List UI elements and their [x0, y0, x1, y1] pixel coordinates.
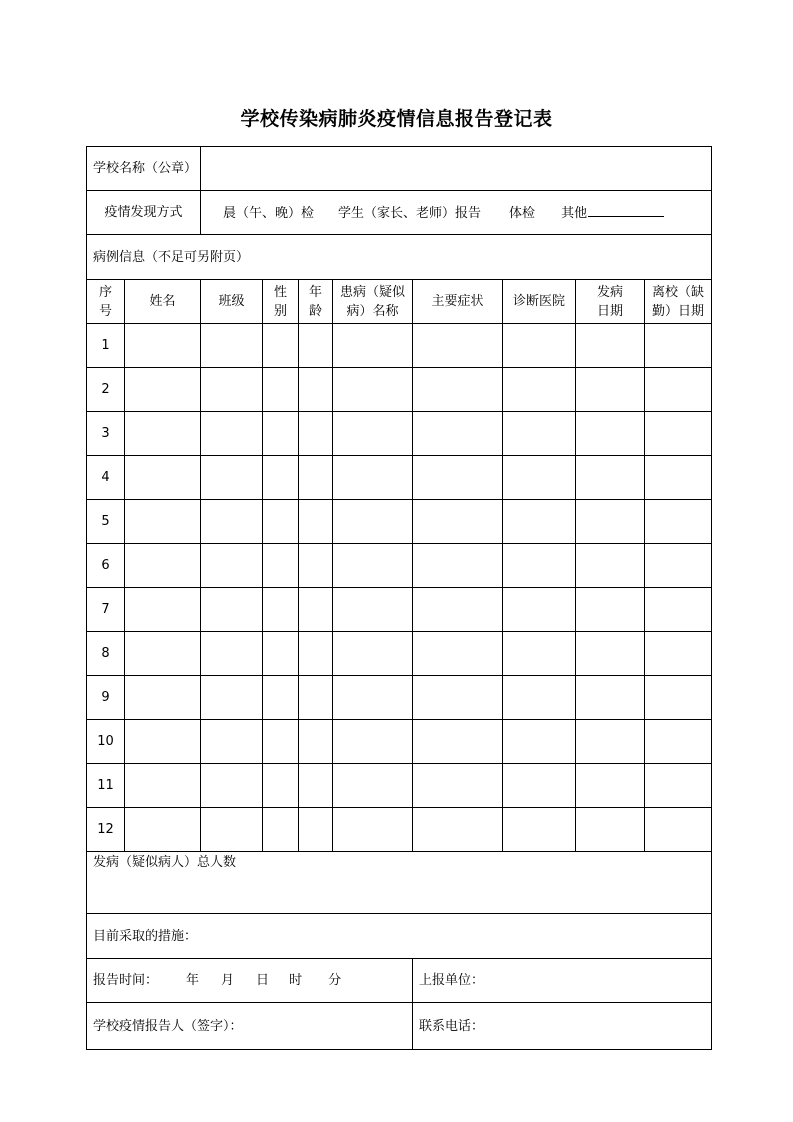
table-cell[interactable]: [576, 456, 645, 500]
table-row: [87, 368, 712, 412]
table-cell[interactable]: [413, 368, 503, 412]
table-cell[interactable]: [413, 324, 503, 368]
method-other-blank[interactable]: [588, 203, 664, 217]
table-cell[interactable]: [333, 632, 413, 676]
table-cell[interactable]: [503, 324, 576, 368]
discovery-row: [87, 191, 712, 235]
table-cell[interactable]: [645, 764, 712, 808]
row-number: 3: [87, 412, 125, 456]
table-row: [87, 720, 712, 764]
method-report[interactable]: 学生（家长、老师）报告: [338, 205, 482, 221]
table-cell[interactable]: [201, 808, 263, 852]
col-symptoms: 主要症状: [413, 280, 503, 324]
table-cell[interactable]: [333, 720, 413, 764]
table-cell[interactable]: [299, 500, 333, 544]
report-form-table: [86, 146, 712, 1050]
table-cell[interactable]: [125, 456, 201, 500]
table-cell[interactable]: [125, 368, 201, 412]
table-row: [87, 500, 712, 544]
table-cell[interactable]: [201, 588, 263, 632]
table-cell[interactable]: [125, 764, 201, 808]
table-cell[interactable]: [645, 456, 712, 500]
table-cell[interactable]: [645, 720, 712, 764]
table-cell[interactable]: [503, 368, 576, 412]
table-cell[interactable]: [263, 588, 299, 632]
col-age: 年 龄: [299, 280, 333, 324]
table-cell[interactable]: [503, 456, 576, 500]
col-class: 班级: [201, 280, 263, 324]
table-cell[interactable]: [645, 412, 712, 456]
table-cell[interactable]: [263, 632, 299, 676]
table-cell[interactable]: [333, 764, 413, 808]
table-cell[interactable]: [125, 544, 201, 588]
total-row: [87, 852, 712, 914]
table-row: [87, 808, 712, 852]
unit-field[interactable]: [413, 959, 712, 1003]
table-cell[interactable]: [333, 412, 413, 456]
case-info-row: [87, 235, 712, 280]
row-number: 2: [87, 368, 125, 412]
table-cell[interactable]: [413, 676, 503, 720]
table-cell[interactable]: [503, 720, 576, 764]
row-number: 11: [87, 764, 125, 808]
table-cell[interactable]: [299, 324, 333, 368]
table-cell[interactable]: [299, 676, 333, 720]
table-cell[interactable]: [201, 676, 263, 720]
unit-label: 上报单位：: [419, 973, 485, 988]
discovery-label: 疫情发现方式: [87, 191, 201, 235]
table-row: [87, 764, 712, 808]
table-cell[interactable]: [333, 588, 413, 632]
page-title: 学校传染病肺炎疫情信息报告登记表: [240, 108, 553, 130]
row-number: 10: [87, 720, 125, 764]
table-cell[interactable]: [263, 676, 299, 720]
col-disease: 患病（疑似 病）名称: [333, 280, 413, 324]
report-time-label: 报告时间：: [93, 973, 159, 988]
measures-label: 目前采取的措施：: [87, 914, 712, 959]
reporter-field[interactable]: [87, 1003, 413, 1050]
table-cell[interactable]: [201, 368, 263, 412]
col-leave: 离校（缺 勤）日期: [645, 280, 712, 324]
table-cell[interactable]: [413, 720, 503, 764]
table-cell[interactable]: [201, 500, 263, 544]
day-label: 日: [256, 973, 270, 988]
table-cell[interactable]: [263, 720, 299, 764]
table-cell[interactable]: [413, 456, 503, 500]
total-label: 发病（疑似病人）总人数: [87, 852, 712, 914]
table-cell[interactable]: [333, 808, 413, 852]
row-number: 1: [87, 324, 125, 368]
table-cell[interactable]: [201, 720, 263, 764]
table-cell[interactable]: [503, 764, 576, 808]
table-row: [87, 588, 712, 632]
table-row: [87, 676, 712, 720]
table-cell[interactable]: [576, 500, 645, 544]
table-cell[interactable]: [576, 808, 645, 852]
table-cell[interactable]: [645, 500, 712, 544]
table-cell[interactable]: [503, 632, 576, 676]
row-number: 8: [87, 632, 125, 676]
table-cell[interactable]: [125, 412, 201, 456]
table-cell[interactable]: [576, 544, 645, 588]
table-cell[interactable]: [645, 544, 712, 588]
table-cell[interactable]: [576, 588, 645, 632]
table-cell[interactable]: [503, 588, 576, 632]
table-cell[interactable]: [645, 368, 712, 412]
col-onset: 发病 日期: [576, 280, 645, 324]
table-cell[interactable]: [413, 544, 503, 588]
school-name-label: 学校名称（公章）: [87, 147, 201, 191]
table-cell[interactable]: [503, 676, 576, 720]
table-cell[interactable]: [263, 368, 299, 412]
table-cell[interactable]: [645, 588, 712, 632]
row-number: 12: [87, 808, 125, 852]
minute-label: 分: [328, 973, 342, 988]
measures-row: [87, 914, 712, 959]
report-time-row: [87, 959, 712, 1003]
table-cell[interactable]: [576, 412, 645, 456]
method-physical-exam[interactable]: 体检: [509, 205, 536, 221]
table-row: [87, 544, 712, 588]
hour-label: 时: [289, 973, 303, 988]
table-cell[interactable]: [645, 808, 712, 852]
school-name-field[interactable]: [201, 147, 712, 191]
table-cell[interactable]: [299, 456, 333, 500]
row-number: 5: [87, 500, 125, 544]
table-cell[interactable]: [299, 588, 333, 632]
table-cell[interactable]: [503, 500, 576, 544]
table-cell[interactable]: [503, 544, 576, 588]
table-cell[interactable]: [503, 412, 576, 456]
table-cell[interactable]: [413, 588, 503, 632]
reporter-label: 学校疫情报告人（签字）：: [93, 1018, 243, 1034]
table-cell[interactable]: [299, 808, 333, 852]
table-cell[interactable]: [645, 632, 712, 676]
table-cell[interactable]: [263, 764, 299, 808]
table-cell[interactable]: [125, 588, 201, 632]
table-row: [87, 456, 712, 500]
table-row: [87, 324, 712, 368]
table-cell[interactable]: [263, 808, 299, 852]
table-cell[interactable]: [299, 632, 333, 676]
table-cell[interactable]: [299, 720, 333, 764]
table-cell[interactable]: [333, 456, 413, 500]
table-cell[interactable]: [413, 500, 503, 544]
table-cell[interactable]: [299, 368, 333, 412]
table-cell[interactable]: [413, 764, 503, 808]
report-time-field[interactable]: [87, 959, 413, 1003]
table-cell[interactable]: [201, 324, 263, 368]
table-cell[interactable]: [333, 676, 413, 720]
table-cell[interactable]: [125, 632, 201, 676]
table-cell[interactable]: [299, 764, 333, 808]
phone-label: 联系电话：: [419, 1018, 485, 1034]
row-number: 4: [87, 456, 125, 500]
year-label: 年: [186, 973, 200, 988]
table-row: [87, 412, 712, 456]
table-cell[interactable]: [125, 324, 201, 368]
table-cell[interactable]: [125, 500, 201, 544]
table-cell[interactable]: [201, 632, 263, 676]
col-name: 姓名: [125, 280, 201, 324]
table-cell[interactable]: [201, 764, 263, 808]
method-other[interactable]: 其他: [561, 205, 588, 221]
table-cell[interactable]: [263, 544, 299, 588]
row-number: 7: [87, 588, 125, 632]
table-cell[interactable]: [263, 412, 299, 456]
table-row: [87, 632, 712, 676]
table-cell[interactable]: [576, 764, 645, 808]
table-cell[interactable]: [263, 456, 299, 500]
table-cell[interactable]: [201, 412, 263, 456]
table-cell[interactable]: [263, 324, 299, 368]
school-name-row: [87, 147, 712, 191]
table-cell[interactable]: [333, 324, 413, 368]
table-cell[interactable]: [263, 500, 299, 544]
table-cell[interactable]: [413, 808, 503, 852]
method-morning-check[interactable]: 晨（午、晚）检: [223, 205, 315, 221]
table-cell[interactable]: [503, 808, 576, 852]
table-cell[interactable]: [645, 676, 712, 720]
table-cell[interactable]: [125, 808, 201, 852]
table-cell[interactable]: [299, 412, 333, 456]
col-seq: 序 号: [87, 280, 125, 324]
case-info-label: 病例信息（不足可另附页）: [87, 235, 712, 280]
reporter-row: [87, 1003, 712, 1050]
table-cell[interactable]: [299, 544, 333, 588]
table-cell[interactable]: [645, 324, 712, 368]
table-cell[interactable]: [576, 368, 645, 412]
discovery-methods: [201, 191, 712, 235]
table-cell[interactable]: [576, 676, 645, 720]
table-cell[interactable]: [333, 544, 413, 588]
table-cell[interactable]: [201, 456, 263, 500]
table-cell[interactable]: [125, 676, 201, 720]
table-cell[interactable]: [333, 500, 413, 544]
table-cell[interactable]: [201, 544, 263, 588]
table-cell[interactable]: [125, 720, 201, 764]
table-cell[interactable]: [576, 720, 645, 764]
col-hospital: 诊断医院: [503, 280, 576, 324]
column-header-row: [87, 280, 712, 324]
table-cell[interactable]: [333, 368, 413, 412]
month-label: 月: [221, 973, 235, 988]
case-rows: [87, 324, 712, 852]
phone-field[interactable]: [413, 1003, 712, 1050]
row-number: 6: [87, 544, 125, 588]
table-cell[interactable]: [576, 632, 645, 676]
table-cell[interactable]: [413, 412, 503, 456]
table-cell[interactable]: [413, 632, 503, 676]
row-number: 9: [87, 676, 125, 720]
col-sex: 性 别: [263, 280, 299, 324]
table-cell[interactable]: [576, 324, 645, 368]
